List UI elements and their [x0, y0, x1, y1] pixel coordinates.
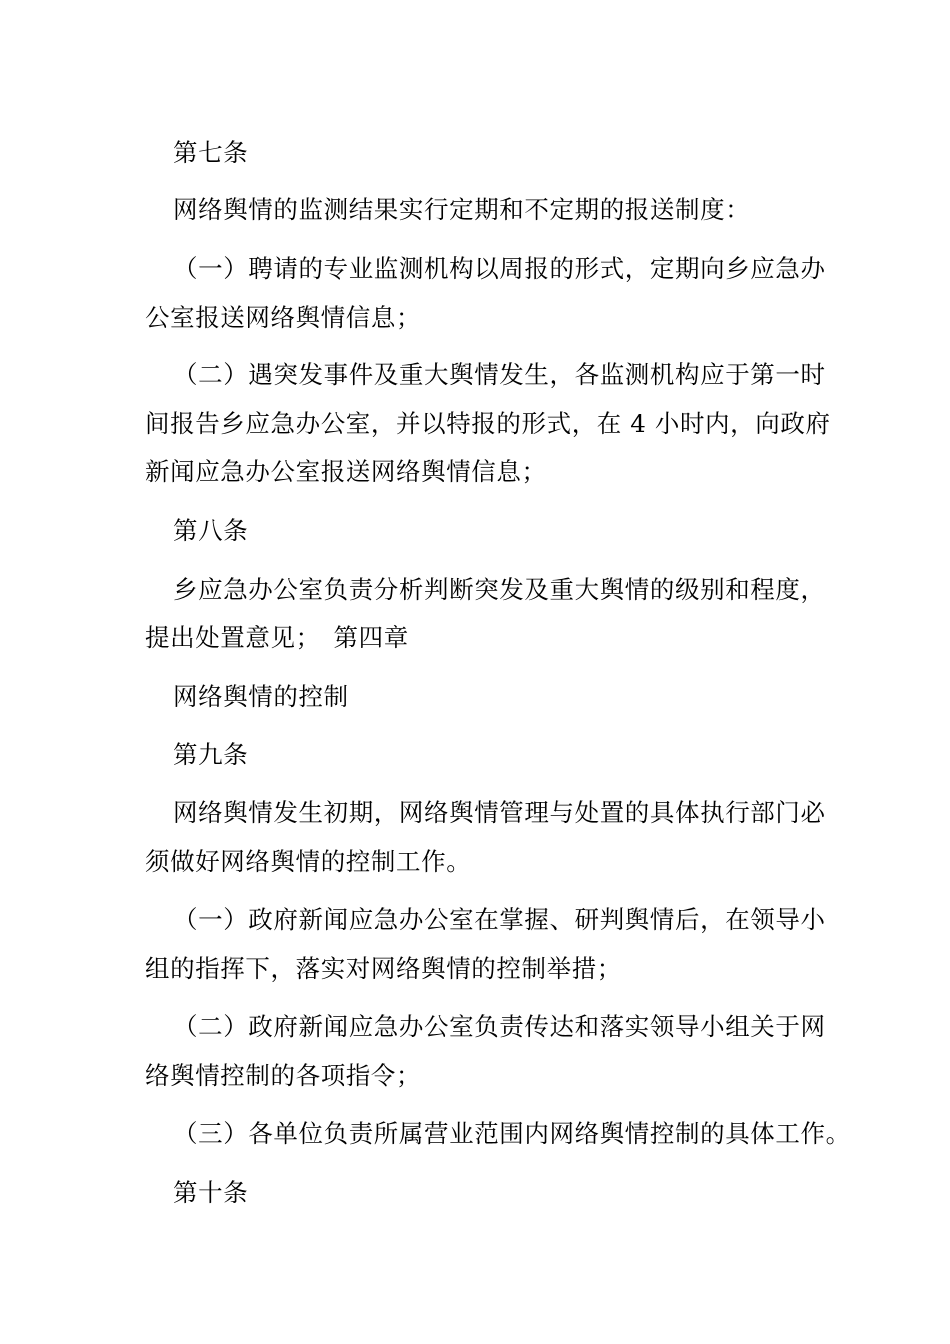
paragraph-line: （三）各单位负责所属营业范围内网络舆情控制的具体工作。 — [173, 1119, 851, 1148]
article-heading: 第七条 — [173, 138, 249, 167]
article-heading: 第八条 — [173, 516, 249, 545]
paragraph-line: 新闻应急办公室报送网络舆情信息； — [145, 457, 547, 486]
paragraph-line: （二）政府新闻应急办公室负责传达和落实领导小组关于网 — [173, 1012, 826, 1041]
paragraph-line: （一）聘请的专业监测机构以周报的形式，定期向乡应急办 — [173, 254, 826, 283]
paragraph-line: 须做好网络舆情的控制工作。 — [145, 847, 472, 876]
paragraph-line: 公室报送网络舆情信息； — [145, 303, 422, 332]
paragraph-line: 组的指挥下，落实对网络舆情的控制举措； — [145, 954, 622, 983]
article-heading: 第十条 — [173, 1178, 249, 1207]
paragraph-line: 提出处置意见； 第四章 — [145, 623, 409, 652]
article-heading: 第九条 — [173, 740, 249, 769]
paragraph-line: 乡应急办公室负责分析判断突发及重大舆情的级别和程度， — [173, 575, 826, 604]
paragraph-line: （二）遇突发事件及重大舆情发生，各监测机构应于第一时 — [173, 360, 826, 389]
chapter-title: 网络舆情的控制 — [173, 682, 349, 711]
paragraph-line: 网络舆情的监测结果实行定期和不定期的报送制度： — [173, 195, 751, 224]
paragraph-line: 络舆情控制的各项指令； — [145, 1061, 422, 1090]
paragraph-line: 网络舆情发生初期，网络舆情管理与处置的具体执行部门必 — [173, 798, 826, 827]
paragraph-line: （一）政府新闻应急办公室在掌握、研判舆情后，在领导小 — [173, 905, 826, 934]
paragraph-line: 间报告乡应急办公室，并以特报的形式，在 4 小时内，向政府 — [145, 409, 831, 438]
